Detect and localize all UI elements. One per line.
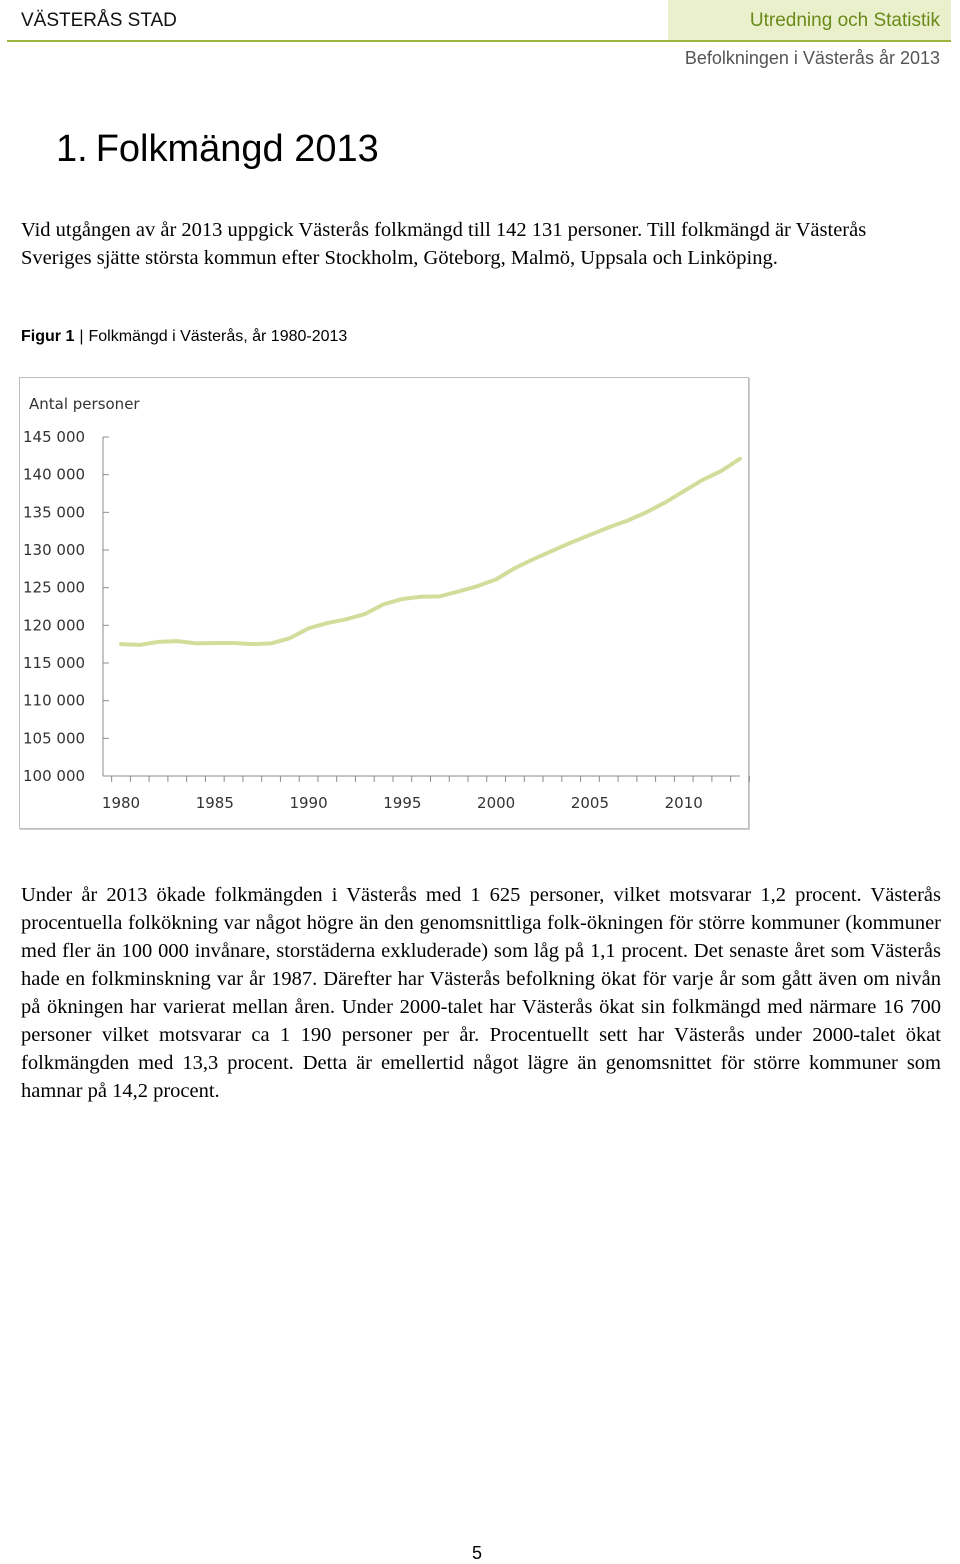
- document-title: Befolkningen i Västerås år 2013: [684, 48, 940, 68]
- section-title: Folkmängd 2013: [95, 128, 379, 170]
- x-tick-label: 2010: [664, 794, 703, 812]
- figure-caption: [21, 328, 347, 346]
- department-name: Utredning och Statistik: [749, 10, 940, 31]
- y-tick-label: 145 000: [23, 428, 86, 446]
- y-tick-label: 130 000: [23, 541, 86, 559]
- population-series-line: [121, 459, 740, 645]
- x-tick-label: 2000: [477, 794, 516, 812]
- y-tick-label: 110 000: [23, 691, 86, 710]
- y-tick-label: 105 000: [23, 729, 86, 748]
- y-tick-label: 120 000: [23, 616, 86, 635]
- page-header: [7, 0, 951, 41]
- y-tick-label: 125 000: [23, 578, 86, 597]
- y-tick-label: 100 000: [23, 767, 86, 785]
- y-tick-label: 135 000: [23, 503, 86, 522]
- header-divider: [7, 40, 951, 42]
- x-tick-label: 1990: [289, 794, 328, 812]
- department-badge: [668, 0, 951, 40]
- page-number: 5: [472, 1543, 483, 1563]
- population-chart: [19, 377, 749, 829]
- x-tick-label: 1985: [195, 794, 234, 812]
- section-number: 1.: [56, 128, 88, 170]
- intro-paragraph: Vid utgången av år 2013 uppgick Västerås folkmängd till 142 131 personer. Till folkmängd är Västerås Sveriges sjätte största kommun efter Stockholm, Göteborg, Malmö, Uppsala och Linköping.: [21, 219, 867, 269]
- x-tick-label: 1980: [101, 794, 141, 812]
- figure-label: Figur 1: [21, 328, 75, 345]
- y-tick-label: 140 000: [23, 465, 86, 484]
- x-tick-label: 2005: [570, 794, 610, 812]
- body-paragraph: Under år 2013 ökade folkmängden i Västerås med 1 625 personer, vilket motsvarar 1,2 procent. Västerås procentuella folkökning var något högre än den genomsnittliga folk-ökningen för större kommuner (kommuner med fler än 100 000 invånare, storstäderna exkluderade) som låg på 1,1 procent. Det senaste året som Västerås hade en folkminskning var år 1987. Därefter har Västerås befolkning ökat för varje år som gått även om nivån på ökningen har varierat mellan åren. Under 2000-talet har Västerås ökat sin folkmängd med närmare 16 700 personer vilket motsvarar ca 1 190 personer per år. Procentuellt sett har Västerås under 2000-talet ökat folkmängden med 13,3 procent. Detta är emellertid något lägre än genomsnittet för större kommuner som hamnar på 14,2 procent.: [21, 884, 941, 1102]
- figure-caption-text: Folkmängd i Västerås, år 1980-2013: [88, 328, 348, 345]
- x-tick-label: 1995: [383, 794, 422, 812]
- chart-canvas: [20, 378, 750, 830]
- organization-name: VÄSTERÅS STAD: [21, 10, 177, 31]
- section-heading: [56, 128, 379, 171]
- y-tick-label: 115 000: [23, 654, 86, 672]
- y-axis-title: Antal personer: [29, 395, 140, 413]
- caption-separator: |: [79, 328, 84, 345]
